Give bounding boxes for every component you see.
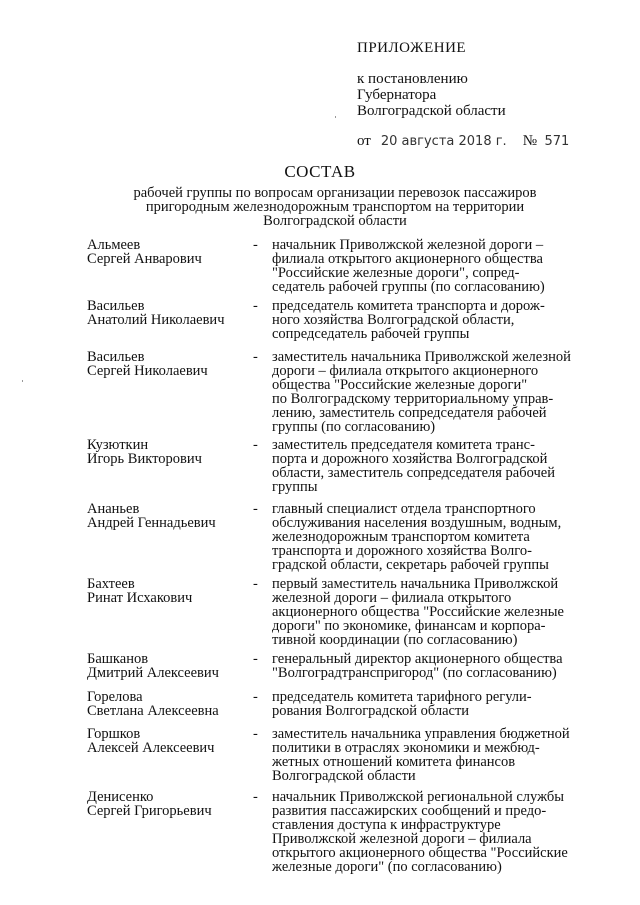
annex-line: к постановлению [357,71,468,87]
member-surname: Денисенко [87,789,154,805]
annex-line: Губернатора [357,87,437,103]
member-surname: Ананьев [87,501,140,517]
position-line: начальник Приволжской железной дороги – [272,237,544,253]
member-position [272,238,575,294]
position-line: области, заместитель сопредседателя рабочей [272,465,555,481]
member-dash: - [253,501,258,517]
position-line: лению, заместитель сопредседателя рабочей [272,405,547,421]
member-surname: Горелова [87,689,143,705]
position-line: порта и дорожного хозяйства Волгоградской [272,451,548,467]
member-position [272,790,575,874]
position-line: рования Волгоградской области [272,703,470,719]
subtitle-line: Волгоградской области [263,213,407,229]
member-name [87,690,219,718]
subtitle-line: рабочей группы по вопросам организации перевозок пассажиров [133,185,537,201]
position-line: градской области, секретарь рабочей группы [272,557,549,573]
annex-line: Волгоградской области [357,103,506,119]
position-line: седатель рабочей группы (по согласованию) [272,279,545,295]
member-surname: Башканов [87,651,149,667]
position-line: дороги" по экономике, финансам и корпора- [272,618,546,634]
annex-block [357,40,506,119]
member-surname: Васильев [87,298,145,314]
member-dash: - [253,437,258,453]
position-line: общества "Российские железные дороги" [272,377,528,393]
position-line: "Волгоградтранспригород" (по согласованию) [272,665,557,681]
position-line: сопредседатель рабочей группы [272,326,470,342]
position-line: ставления доступа к инфраструктуре [272,817,501,833]
member-given-name: Светлана Алексеевна [87,703,219,719]
member-dash: - [253,298,258,314]
subtitle-line: пригородным железнодорожным транспортом на территории [145,199,525,215]
decree-date-line [357,133,569,150]
member-given-name: Андрей Геннадьевич [87,515,216,531]
position-line: железной дороги – филиала открытого [272,590,512,606]
member-given-name: Игорь Викторович [87,451,202,467]
member-name [87,350,208,378]
position-line: развития пассажирских сообщений и предо- [272,803,547,819]
member-given-name: Дмитрий Алексеевич [87,665,219,681]
member-surname: Бахтеев [87,576,135,592]
member-given-name: Ринат Исхакович [87,590,193,606]
position-line: дороги – филиала открытого акционерного [272,363,539,379]
position-line: начальник Приволжской региональной службы [272,789,565,805]
member-dash: - [253,651,258,667]
member-position [272,350,575,434]
member-surname: Кузюткин [87,437,149,453]
document-title: СОСТАВ [284,162,356,181]
member-name [87,577,192,605]
position-line: Волгоградской области [272,768,416,784]
member-dash: - [253,789,258,805]
position-line: ного хозяйства Волгоградской области, [272,312,515,328]
date-prefix: от [357,133,371,149]
member-dash: - [253,576,258,592]
document-subtitle [100,186,570,228]
member-given-name: Сергей Николаевич [87,363,208,379]
annex-title: ПРИЛОЖЕНИЕ [357,40,467,56]
member-position [272,299,575,341]
position-line: политики в отраслях экономики и межбюд- [272,740,540,756]
member-given-name: Сергей Григорьевич [87,803,212,819]
position-line: транспорта и дорожного хозяйства Волго- [272,543,532,559]
member-given-name: Алексей Алексеевич [87,740,215,756]
member-surname: Альмеев [87,237,141,253]
position-line: первый заместитель начальника Приволжской [272,576,559,592]
member-name [87,438,202,466]
member-position [272,577,575,647]
member-position [272,652,575,680]
position-line: железнодорожным транспортом комитета [272,529,530,545]
member-dash: - [253,726,258,742]
member-position [272,502,575,572]
position-line: генеральный директор акционерного общества [272,651,563,667]
position-line: филиала открытого акционерного общества [272,251,543,267]
member-name [87,299,224,327]
position-line: председатель комитета тарифного регули- [272,689,532,705]
position-line: тивной координации (по согласованию) [272,632,518,648]
position-line: заместитель начальника Приволжской железной [272,349,571,365]
member-surname: Васильев [87,349,145,365]
position-line: заместитель председателя комитета транс- [272,437,535,453]
decree-number: 571 [544,134,570,149]
member-name [87,238,202,266]
position-line: обслуживания населения воздушным, водным, [272,515,562,531]
member-name [87,652,219,680]
position-line: железные дороги" (по согласованию) [272,859,502,875]
member-position [272,690,575,718]
member-position [272,438,575,494]
position-line: группы [272,479,318,495]
scan-speck [335,116,336,118]
member-given-name: Сергей Анварович [87,251,202,267]
position-line: председатель комитета транспорта и дорож- [272,298,545,314]
number-prefix: № [522,133,537,149]
member-name [87,502,216,530]
member-name [87,727,214,755]
member-dash: - [253,349,258,365]
position-line: заместитель начальника управления бюджетной [272,726,570,742]
position-line: "Российские железные дороги", сопред- [272,265,520,281]
position-line: Приволжской железной дороги – филиала [272,831,532,847]
member-surname: Горшков [87,726,141,742]
position-line: акционерного общества "Российские железные [272,604,564,620]
position-line: главный специалист отдела транспортного [272,501,536,517]
member-given-name: Анатолий Николаевич [87,312,225,328]
member-name [87,790,212,818]
position-line: открытого акционерного общества "Российские [272,845,568,861]
member-dash: - [253,237,258,253]
member-dash: - [253,689,258,705]
decree-date: 20 августа 2018 г. [380,134,507,149]
position-line: группы (по согласованию) [272,419,436,435]
scan-speck [22,380,23,382]
member-position [272,727,575,783]
position-line: по Волгоградскому территориальному управ- [272,391,554,407]
position-line: жетных отношений комитета финансов [272,754,516,770]
